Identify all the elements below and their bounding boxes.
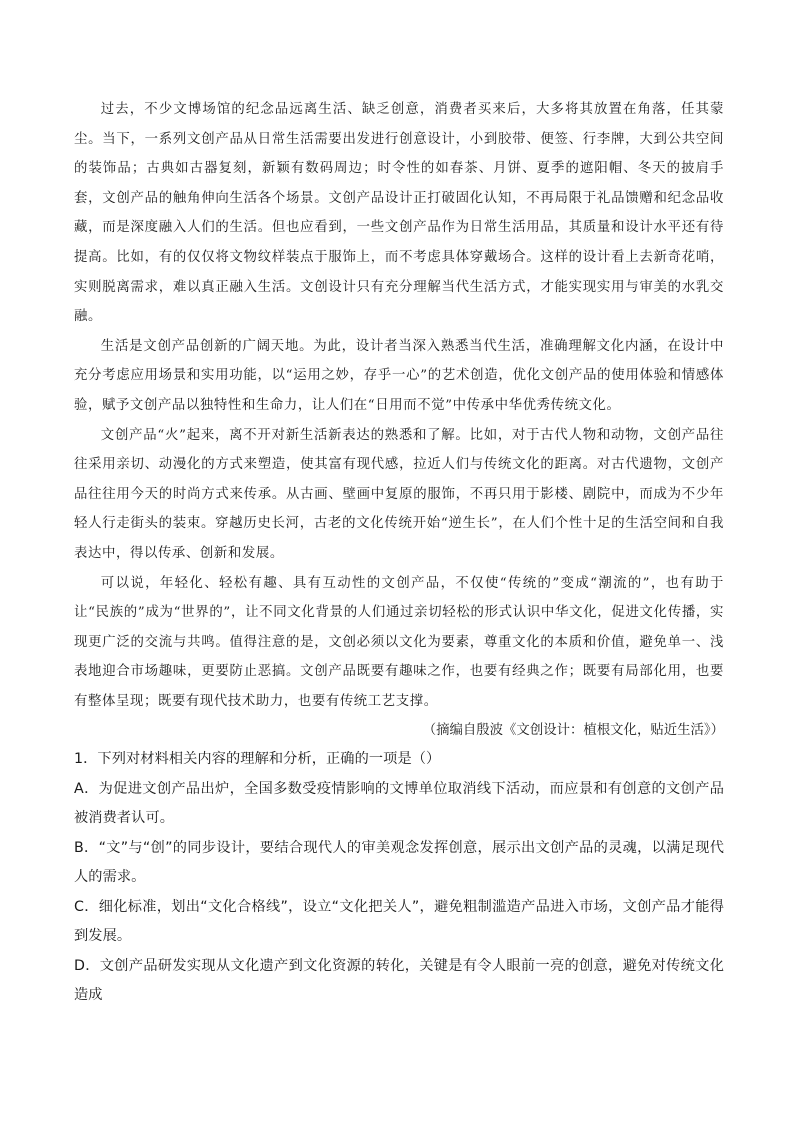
passage-paragraph-1: 过去，不少文博场馆的纪念品远离生活、缺乏创意，消费者买来后，大多将其放置在角落，任其蒙尘。当下，一系列文创产品从日常生活需要出发进行创意设计，小到胶带、便签、行李牌，大到公共空间的装饰品；古典如古器复刻，新颖有数码周边；时令性的如春茶、月饼、夏季的遮阳帽、冬天的披肩手套，文创产品的触角伸向生活各个场景。文创产品设计正打破固化认知，不再局限于礼品馈赠和纪念品收藏，而是深度融入人们的生活。但也应看到，一些文创产品作为日常生活用品，其质量和设计水平还有待提高。比如，有的仅仅将文物纹样装点于服饰上，而不考虑具体穿戴场合。这样的设计看上去新奇花哨，实则脱离需求，难以真正融入生活。文创设计只有充分理解当代生活方式，才能实现实用与审美的水乳交融。	[74, 102, 724, 325]
question-stem: 1．下列对材料相关内容的理解和分析，正确的一项是（）	[74, 751, 441, 768]
passage-source: （摘编自殷波《文创设计：植根文化，贴近生活》）	[422, 723, 724, 739]
reading-passage	[74, 95, 724, 716]
option-a: A．为促进文创产品出炉，全国多数受疫情影响的文博单位取消线下活动，而应景和有创意的文创产品被消费者认可。	[74, 780, 724, 827]
question-1	[74, 745, 724, 1011]
option-d: D．文创产品研发实现从文化遗产到文化资源的转化，关键是有令人眼前一亮的创意，避免对传统文化造成	[74, 957, 724, 1004]
passage-paragraph-3: 文创产品“火”起来，离不开对新生活新表达的熟悉和了解。比如，对于古代人物和动物，文创产品往往采用亲切、动漫化的方式来塑造，使其富有现代感，拉近人们与传统文化的距离。对古代遗物，文创产品往往用今天的时尚方式来传承。从古画、壁画中复原的服饰，不再只用于影楼、剧院中，而成为不少年轻人行走街头的装束。穿越历史长河，古老的文化传统开始“逆生长”，在人们个性十足的生活空间和自我表达中，得以传承、创新和发展。	[74, 427, 724, 561]
passage-paragraph-4: 可以说，年轻化、轻松有趣、具有互动性的文创产品，不仅使“传统的”变成“潮流的”，也有助于让“民族的”成为“世界的”，让不同文化背景的人们通过亲切轻松的形式认识中华文化，促进文化传播，实现更广泛的交流与共鸣。值得注意的是，文创必须以文化为要素，尊重文化的本质和价值，避免单一、浅表地迎合市场趣味，更要防止恶搞。文创产品既要有趣味之作，也要有经典之作；既要有局部化用，也要有整体呈现；既要有现代技术助力，也要有传统工艺支撑。	[74, 575, 724, 709]
option-c: C．细化标准，划出“文化合格线”，设立“文化把关人”，避免粗制滥造产品进入市场，文创产品才能得到发展。	[74, 898, 724, 945]
option-b: B．“文”与“创”的同步设计，要结合现代人的审美观念发挥创意，展示出文创产品的灵魂，以满足现代人的需求。	[74, 839, 724, 886]
passage-paragraph-2: 生活是文创产品创新的广阔天地。为此，设计者当深入熟悉当代生活，准确理解文化内涵，在设计中充分考虑应用场景和实用功能，以“运用之妙，存乎一心”的艺术创造，优化文创产品的使用体验和情感体验，赋予文创产品以独特性和生命力，让人们在“日用而不觉”中传承中华优秀传统文化。	[74, 338, 724, 413]
